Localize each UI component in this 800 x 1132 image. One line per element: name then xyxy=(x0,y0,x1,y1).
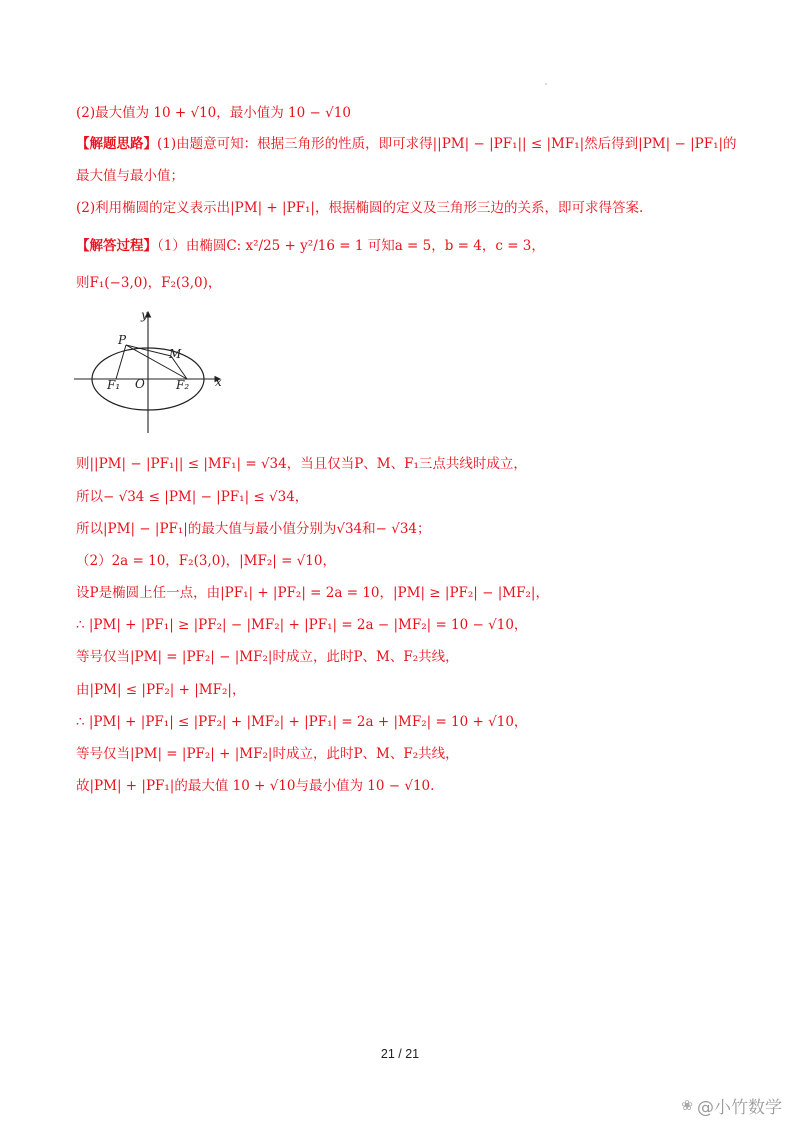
solution-idea-line xyxy=(76,135,737,153)
line-text: (1)由题意可知：根据三角形的性质，即可求得||PM| − |PF₁|| ≤ |MF₁|然后得到|PM| − |PF₁|的 xyxy=(157,136,737,152)
line-text: (2)利用椭圆的定义表示出|PM| + |PF₁|，根据椭圆的定义及三角形三边的关系，即可求得答案. xyxy=(76,200,644,216)
equality-condition-line-2 xyxy=(76,745,459,763)
page-number: 21 / 21 xyxy=(380,1047,420,1061)
label-P: P xyxy=(118,333,127,347)
line-text: （1）由椭圆C: x²/25 + y²/16 = 1 可知a = 5，b = 4，c = 3， xyxy=(157,238,545,254)
max-min-line xyxy=(76,520,431,538)
watermark-text: @小竹数学 xyxy=(697,1098,782,1118)
paw-icon: ❀ xyxy=(681,1097,693,1114)
line-text: 所以|PM| − |PF₁|的最大值与最小值分别为√34和− √34； xyxy=(76,521,431,537)
label-x: x xyxy=(215,375,222,389)
inequality-line xyxy=(76,455,527,473)
line-text: 等号仅当|PM| = |PF₂| + |MF₂|时成立，此时P、M、F₂共线， xyxy=(76,746,459,762)
setup-line xyxy=(76,584,549,602)
section-tag: 【解题思路】 xyxy=(76,136,157,152)
line-text: 等号仅当|PM| = |PF₂| − |MF₂|时成立，此时P、M、F₂共线， xyxy=(76,649,459,665)
triangle-inequality-line xyxy=(76,681,245,699)
answer-line-part2 xyxy=(76,104,351,122)
ellipse-diagram xyxy=(70,306,230,436)
line-text: 最大值与最小值； xyxy=(76,168,184,184)
line-text: 故|PM| + |PF₁|的最大值 10 + √10与最小值为 10 − √10. xyxy=(76,778,435,794)
line-text: （2）2a = 10，F₂(3,0)，|MF₂| = √10， xyxy=(76,553,336,569)
label-F2: F₂ xyxy=(176,378,190,392)
section-tag: 【解答过程】 xyxy=(76,238,157,254)
foci-line xyxy=(76,274,221,292)
watermark xyxy=(681,1093,782,1118)
line-text: 由|PM| ≤ |PF₂| + |MF₂|， xyxy=(76,682,246,698)
label-F1: F₁ xyxy=(107,378,121,392)
line-text: 设P是椭圆上任一点，由|PF₁| + |PF₂| = 2a = 10，|PM| ≥ |PF₂| − |MF₂|， xyxy=(76,585,549,601)
label-y: y xyxy=(141,308,148,322)
solution-idea-part2 xyxy=(76,199,643,217)
label-M: M xyxy=(169,347,182,361)
segment-PF1 xyxy=(116,345,126,379)
lower-bound-line xyxy=(76,616,527,634)
line-text: ∴ |PM| + |PF₁| ≥ |PF₂| − |MF₂| + |PF₁| = 2a − |MF₂| = 10 − √10， xyxy=(76,617,528,633)
part2-start-line xyxy=(76,552,336,570)
solution-idea-continued xyxy=(76,167,184,185)
upper-bound-line xyxy=(76,713,527,731)
equality-condition-line-1 xyxy=(76,648,459,666)
line-text: 则F₁(−3,0)，F₂(3,0)， xyxy=(76,275,222,291)
label-O: O xyxy=(135,377,145,391)
line-text: (2)最大值为 10 + √10，最小值为 10 − √10 xyxy=(76,105,351,121)
line-text: 所以− √34 ≤ |PM| − |PF₁| ≤ √34， xyxy=(76,489,309,505)
stray-dot xyxy=(545,83,547,85)
line-text: 则||PM| − |PF₁|| ≤ |MF₁| = √34，当且仅当P、M、F₁三点共线时成立， xyxy=(76,456,527,472)
solution-process-line xyxy=(76,237,545,255)
conclusion-line xyxy=(76,777,434,795)
line-text: ∴ |PM| + |PF₁| ≤ |PF₂| + |MF₂| + |PF₁| = 2a + |MF₂| = 10 + √10， xyxy=(76,714,528,730)
range-line xyxy=(76,488,308,506)
